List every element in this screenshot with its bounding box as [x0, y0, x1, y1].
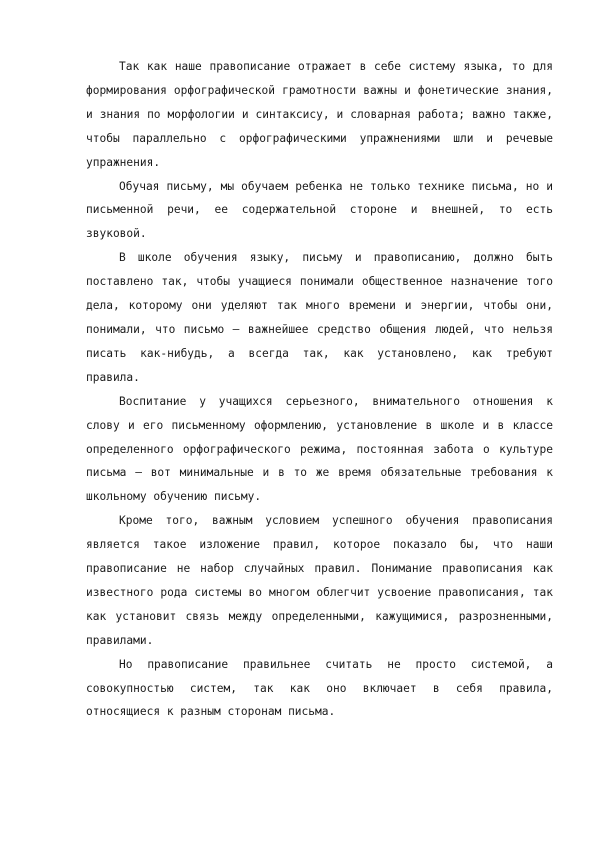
paragraph-5: Кроме того, важным условием успешного обучения правописания является такое изложение правил, которое показало бы, что наши правописание не набор случайных правил. Понимание правописания как известного рода системы во многом облегчит усвоение правописания, так как установит связь между определенными, кажущимися, разрозненными, правилами. [86, 514, 553, 647]
paragraph-6: Но правописание правильнее считать не просто системой, а совокупностью систем, так как оно включает в себя правила, относящиеся к разным сторонам письма. [86, 657, 553, 719]
paragraph-3: В школе обучения языку, письму и правописанию, должно быть поставлено так, чтобы учащиеся понимали общественное назначение того дела, которому они уделяют так много времени и энергии, чтобы они, понимали, что письмо – важнейшее средство общения людей, что нельзя писать как-нибудь, а всегда так, как установлено, как требуют правила. [86, 251, 553, 384]
paragraph-1: Так как наше правописание отражает в себе систему языка, то для формирования орфографической грамотности важны и фонетические знания, и знания по морфологии и синтаксису, и словарная работа; важно также, чтобы параллельно с орфографическими упражнениями шли и речевые упражнения. [86, 60, 553, 169]
document-body [86, 55, 553, 724]
paragraph-4: Воспитание у учащихся серьезного, внимательного отношения к слову и его письменному оформлению, установление в школе и в классе определенного орфографического режима, постоянная забота о культуре письма – вот минимальные и в то же время обязательные требования к школьному обучению письму. [86, 394, 553, 504]
paragraph-2: Обучая письму, мы обучаем ребенка не только технике письма, но и письменной речи, ее содержательной стороне и внешней, то есть звуковой. [86, 179, 553, 241]
